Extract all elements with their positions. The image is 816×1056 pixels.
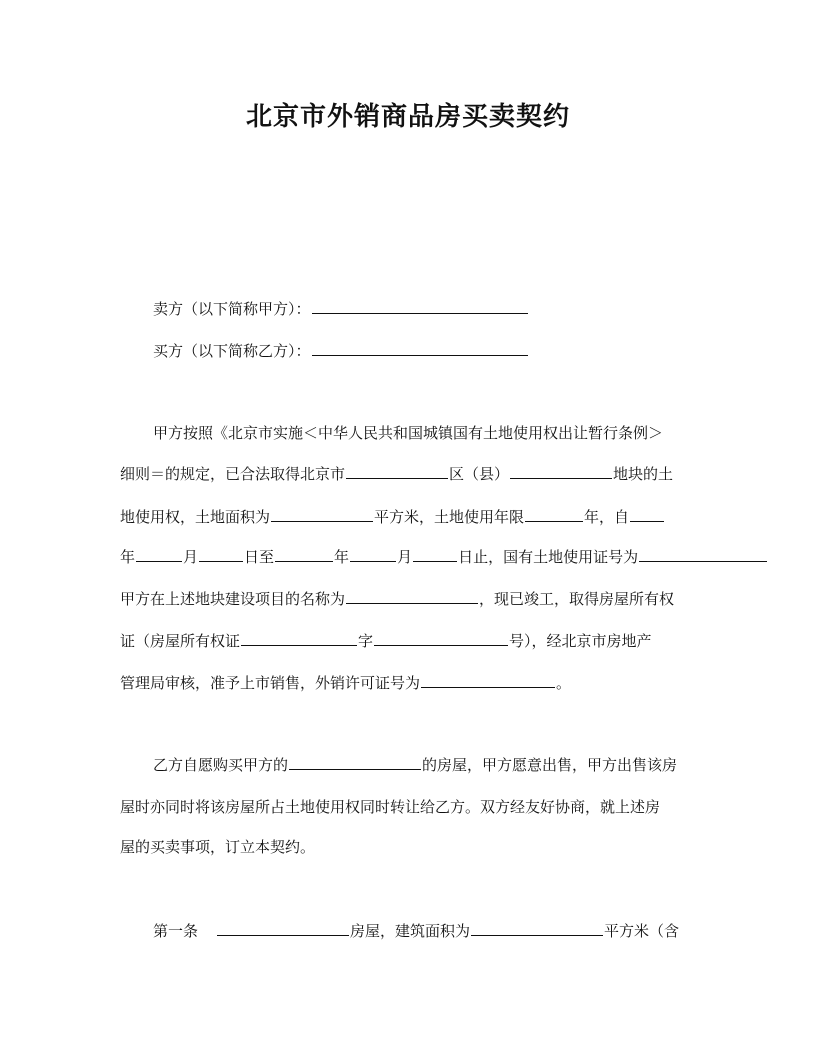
para1-text: 地使用权，土地面积为 bbox=[120, 508, 271, 526]
article-text: 房屋，建筑面积为 bbox=[350, 922, 471, 940]
para1-text: 年 bbox=[120, 548, 136, 566]
para2-text: 乙方自愿购买甲方的 bbox=[153, 756, 289, 774]
para2-line1 bbox=[153, 754, 677, 776]
district-blank bbox=[346, 463, 448, 479]
document-title: 北京市外销商品房买卖契约 bbox=[245, 102, 570, 132]
buyer-line bbox=[153, 340, 529, 362]
cert-number-blank bbox=[374, 630, 508, 646]
para2-line2 bbox=[120, 796, 660, 818]
license-blank bbox=[421, 672, 555, 688]
para1-line6 bbox=[120, 630, 652, 652]
para2-text: 的房屋，甲方愿意出售，甲方出售该房 bbox=[422, 756, 678, 774]
para1-text: 日止，国有土地使用证号为 bbox=[458, 548, 639, 566]
para1-text: 地块的土 bbox=[613, 465, 674, 483]
para1-line3 bbox=[120, 506, 665, 528]
para2-text: 屋时亦同时将该房屋所占土地使用权同时转让给乙方。双方经友好协商，就上述房 bbox=[120, 798, 661, 816]
para1-text: 细则＝的规定，已合法取得北京市 bbox=[120, 465, 346, 483]
article1-line bbox=[153, 920, 679, 942]
para1-line1 bbox=[153, 422, 663, 444]
para1-text: 日至 bbox=[244, 548, 275, 566]
para1-text: 证（房屋所有权证 bbox=[120, 632, 241, 650]
para1-text: 管理局审核，准予上市销售，外销许可证号为 bbox=[120, 674, 421, 692]
building-area-blank bbox=[471, 920, 603, 936]
para1-text: 区（县） bbox=[449, 465, 510, 483]
para1-text: 平方米，土地使用年限 bbox=[374, 508, 525, 526]
house-blank bbox=[289, 754, 421, 770]
seller-label: 卖方（以下简称甲方）： bbox=[153, 300, 311, 318]
start-month-blank bbox=[199, 546, 243, 562]
para1-line2 bbox=[120, 463, 673, 485]
land-area-blank bbox=[271, 506, 373, 522]
para1-line4 bbox=[120, 546, 768, 568]
para1-text: ，现已竣工，取得房屋所有权 bbox=[479, 590, 675, 608]
para1-text: 字 bbox=[358, 632, 374, 650]
para1-line5 bbox=[120, 588, 674, 610]
para1-text: 月 bbox=[183, 548, 199, 566]
buyer-blank bbox=[312, 340, 528, 356]
para1-text: 年，自 bbox=[584, 508, 630, 526]
seller-blank bbox=[312, 298, 528, 314]
para1-text: 。 bbox=[556, 674, 572, 692]
para2-line3 bbox=[120, 836, 315, 858]
plot-blank bbox=[510, 463, 612, 479]
para1-text: 甲方在上述地块建设项目的名称为 bbox=[120, 590, 346, 608]
land-cert-blank bbox=[639, 546, 767, 562]
buyer-label: 买方（以下简称乙方）： bbox=[153, 342, 311, 360]
para1-line7 bbox=[120, 672, 571, 694]
start-year-blank bbox=[136, 546, 182, 562]
para1-text: 年 bbox=[334, 548, 350, 566]
end-day-blank bbox=[413, 546, 457, 562]
para1-text: 甲方按照《北京市实施＜中华人民共和国城镇国有土地使用权出让暂行条例＞ bbox=[153, 424, 664, 442]
start-blank bbox=[630, 506, 664, 522]
house-location-blank bbox=[217, 920, 349, 936]
para1-text: 月 bbox=[397, 548, 413, 566]
end-month-blank bbox=[350, 546, 396, 562]
seller-line bbox=[153, 298, 529, 320]
end-year-blank bbox=[275, 546, 333, 562]
cert-word-blank bbox=[241, 630, 357, 646]
article-label: 第一条 bbox=[153, 922, 199, 940]
land-years-blank bbox=[525, 506, 583, 522]
project-name-blank bbox=[346, 588, 478, 604]
para1-text: 号），经北京市房地产 bbox=[509, 632, 652, 650]
article-text: 平方米（含 bbox=[604, 922, 680, 940]
para2-text: 屋的买卖事项，订立本契约。 bbox=[120, 838, 316, 856]
